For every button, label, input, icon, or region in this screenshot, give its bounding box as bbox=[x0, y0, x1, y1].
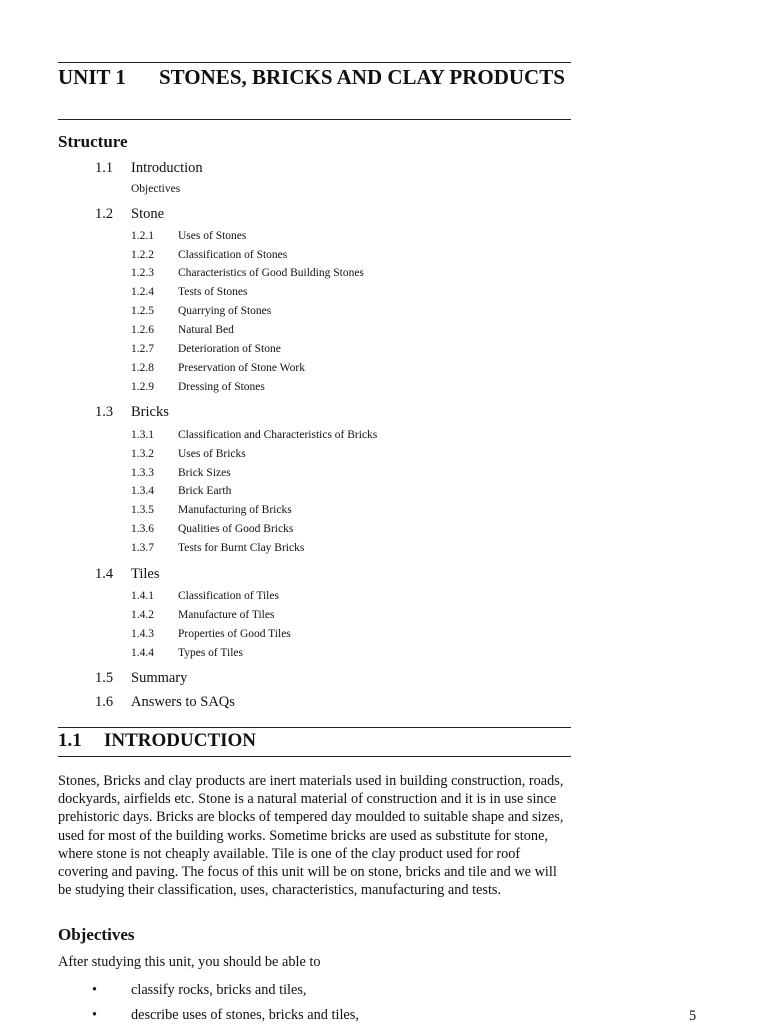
section-number: 1.1 bbox=[58, 730, 82, 751]
toc-subsection-number: 1.2.2 bbox=[131, 249, 154, 261]
toc-subsection-number: 1.2.1 bbox=[131, 230, 154, 242]
toc-subsection-number: 1.4.2 bbox=[131, 609, 154, 621]
bullet-icon: • bbox=[92, 1007, 98, 1023]
toc-subsection-label: Uses of Stones bbox=[178, 230, 247, 242]
intro-bottom-rule bbox=[58, 756, 571, 757]
toc-subsection-label: Classification of Tiles bbox=[178, 590, 279, 602]
toc-subsection-number: 1.3.2 bbox=[131, 448, 154, 460]
toc-subsection-label: Types of Tiles bbox=[178, 647, 244, 659]
toc-section-label: Stone bbox=[131, 206, 165, 222]
toc-subsection-label: Classification and Characteristics of Bricks bbox=[178, 429, 378, 441]
toc-subsection-label: Brick Sizes bbox=[178, 467, 231, 479]
objective-text: describe uses of stones, bricks and tiles, bbox=[131, 1007, 359, 1023]
unit-title: STONES, BRICKS AND CLAY PRODUCTS bbox=[159, 65, 565, 89]
toc-subsection-number: 1.4.4 bbox=[131, 647, 154, 659]
toc-section-number: 1.2 bbox=[95, 206, 114, 222]
toc-subsection-label: Uses of Bricks bbox=[178, 448, 246, 460]
toc-subsection-number: 1.2.7 bbox=[131, 343, 154, 355]
unit-number: UNIT 1 bbox=[58, 65, 126, 89]
toc-subsection-label: Properties of Good Tiles bbox=[178, 628, 291, 640]
unit-top-rule bbox=[58, 62, 571, 63]
objectives-heading: Objectives bbox=[58, 925, 135, 944]
toc-subsection-number: 1.2.5 bbox=[131, 305, 154, 317]
toc-subsection-number: 1.2.4 bbox=[131, 286, 154, 298]
toc-section-label: Answers to SAQs bbox=[131, 694, 235, 710]
toc-section-number: 1.5 bbox=[95, 670, 114, 686]
toc-section-label: Introduction bbox=[131, 160, 203, 176]
toc-section-label: Bricks bbox=[131, 404, 169, 420]
toc-subsection-number: 1.3.5 bbox=[131, 504, 154, 516]
toc-subsection-label: Quarrying of Stones bbox=[178, 305, 272, 317]
toc-subsection-number: 1.2.6 bbox=[131, 324, 154, 336]
toc-subsection-number: 1.4.3 bbox=[131, 628, 154, 640]
toc-subsection-label: Deterioration of Stone bbox=[178, 343, 281, 355]
section-title: INTRODUCTION bbox=[104, 730, 257, 751]
unit-bottom-rule bbox=[58, 119, 571, 120]
toc-subsection-number: 1.3.3 bbox=[131, 467, 154, 479]
toc-subsection-label: Manufacture of Tiles bbox=[178, 609, 275, 621]
toc-section-number: 1.6 bbox=[95, 694, 114, 710]
toc-subsection-number: 1.3.1 bbox=[131, 429, 154, 441]
toc-section-number: 1.4 bbox=[95, 566, 114, 582]
toc-subsection-label: Tests of Stones bbox=[178, 286, 248, 298]
toc-subsection-number: 1.3.7 bbox=[131, 542, 154, 554]
toc-subsection-label: Tests for Burnt Clay Bricks bbox=[178, 542, 305, 554]
objectives-lead: After studying this unit, you should be able to bbox=[58, 954, 321, 970]
toc-subsection-number: 1.2.9 bbox=[131, 381, 154, 393]
toc-subsection-number: 1.3.6 bbox=[131, 523, 154, 535]
bullet-icon: • bbox=[92, 982, 98, 998]
toc-subsection-label: Preservation of Stone Work bbox=[178, 362, 305, 374]
toc-subsection-label: Natural Bed bbox=[178, 324, 234, 336]
toc-section-label: Summary bbox=[131, 670, 188, 686]
intro-top-rule bbox=[58, 727, 571, 728]
structure-heading: Structure bbox=[58, 132, 128, 151]
toc-subsection-label: Qualities of Good Bricks bbox=[178, 523, 294, 535]
toc-subsection-label: Brick Earth bbox=[178, 485, 232, 497]
toc-section-label: Tiles bbox=[131, 566, 160, 582]
objective-text: classify rocks, bricks and tiles, bbox=[131, 982, 307, 998]
toc-subsection-label: Dressing of Stones bbox=[178, 381, 265, 393]
toc-subsection-number: 1.3.4 bbox=[131, 485, 154, 497]
toc-subsection-number: 1.2.3 bbox=[131, 267, 154, 279]
toc-subsection-label: Characteristics of Good Building Stones bbox=[178, 267, 364, 279]
toc-subsection-label: Classification of Stones bbox=[178, 249, 288, 261]
toc-subsection-label: Manufacturing of Bricks bbox=[178, 504, 292, 516]
toc-subsection-number: 1.2.8 bbox=[131, 362, 154, 374]
toc-subitem-objectives: Objectives bbox=[131, 183, 181, 195]
toc-subsection-number: 1.4.1 bbox=[131, 590, 154, 602]
toc-section-number: 1.1 bbox=[95, 160, 114, 176]
intro-paragraph: Stones, Bricks and clay products are inert materials used in building construction, roads, dockyards, airfields etc. Stone is a natural material of construction and it is in use since prehistoric days. Bricks are blocks of tempered day moulded to suitable shape and sizes, used for most of the building works. Sometime bricks are used as substitute for stone, where stone is not cheaply available. Tile is one of the clay product used for roof covering and paving. The focus of this unit will be on stone, bricks and tile and we will be studying their classification, uses, characteristics, manufacturing and tests. bbox=[58, 773, 564, 899]
page-number: 5 bbox=[689, 1008, 697, 1024]
toc-section-number: 1.3 bbox=[95, 404, 114, 420]
